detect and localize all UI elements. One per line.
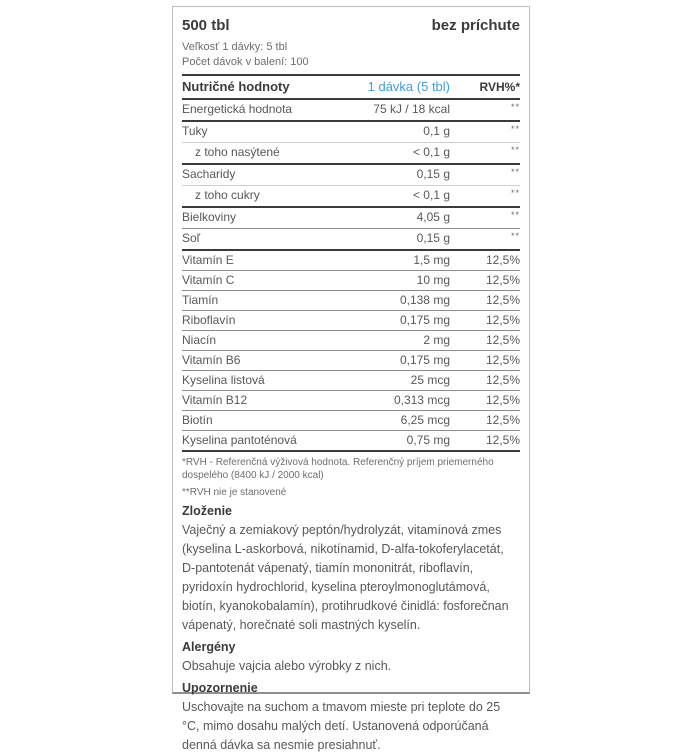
nutrient-value: 25 mcg — [410, 373, 450, 387]
nutrient-value: 0,1 g — [423, 124, 450, 138]
nutrient-rvh: 12,5% — [485, 433, 520, 447]
nutrition-label-panel — [172, 6, 530, 752]
product-size: 500 tbl — [182, 17, 230, 34]
nutrient-value: 75 kJ / 18 kcal — [373, 102, 450, 116]
nutrient-name: Niacín — [182, 333, 217, 347]
nutrient-rvh: 12,5% — [485, 253, 520, 267]
nutrient-name: Sacharidy — [182, 167, 236, 181]
nutrient-name: Vitamín E — [182, 253, 234, 267]
nutrient-rvh: 12,5% — [485, 373, 520, 387]
nutrient-rvh: ** — [510, 188, 520, 198]
product-header — [182, 16, 520, 35]
nutrient-rvh: 12,5% — [485, 293, 520, 307]
table-row — [182, 331, 520, 351]
nutrient-value: 4,05 g — [416, 210, 450, 224]
nutrient-value: 0,313 mcg — [393, 393, 450, 407]
nutrient-value: 0,75 mg — [406, 433, 450, 447]
nutrient-name: Riboflavín — [182, 313, 236, 327]
table-row — [182, 208, 520, 229]
section-body: Vaječný a zemiakový peptón/hydrolyzát, vitamínová zmes (kyselina L-askorbová, nikotínamid, D-alfa-tokoferylacetát, D-pantotenát vápenatý, tiamín mononitrát, riboflavín, pyridoxín hydrochlorid, kyselina pteroylmonoglutámová, biotín, kyanokobalamín), protihrudkové činidlá: fosforečnan vápenatý, horečnaté soli mastných kyselín. — [182, 523, 509, 632]
nutrient-value: 0,15 g — [416, 167, 450, 181]
section-body: Obsahuje vajcia alebo výrobky z nich. — [182, 659, 392, 673]
nutrient-value: 0,15 g — [416, 231, 450, 245]
info-section — [182, 501, 520, 635]
section-title: Alergény — [182, 640, 236, 654]
table-row — [182, 143, 520, 165]
table-row — [182, 371, 520, 391]
nutrient-value: 0,138 mg — [399, 293, 450, 307]
nutrient-value: 10 mg — [416, 273, 450, 287]
table-row — [182, 100, 520, 122]
info-section — [182, 678, 520, 755]
serving-size: Veľkosť 1 dávky: 5 tbl — [182, 41, 288, 53]
nutrient-rvh: ** — [510, 210, 520, 220]
section-body: Uschovajte na suchom a tmavom mieste pri teplote do 25 °C, mimo dosahu malých detí. Ustanovená odporúčaná denná dávka sa nesmie presiahnuť. — [182, 700, 501, 752]
nutrient-name: z toho nasýtené — [195, 145, 280, 159]
table-row — [182, 251, 520, 271]
table-row — [182, 311, 520, 331]
table-row — [182, 229, 520, 251]
nutrient-value: < 0,1 g — [412, 188, 450, 202]
section-title: Zloženie — [182, 504, 233, 518]
nutrient-rvh: 12,5% — [485, 333, 520, 347]
nutrient-name: Vitamín C — [182, 273, 235, 287]
section-title: Upozornenie — [182, 681, 258, 695]
nutrient-rvh: ** — [510, 231, 520, 241]
nutrient-name: Kyselina pantoténová — [182, 433, 297, 447]
nutrient-name: Tiamín — [182, 293, 219, 307]
info-sections — [182, 501, 520, 755]
footnotes — [182, 456, 520, 499]
nutrient-rvh: 12,5% — [485, 273, 520, 287]
nutrition-table-body — [182, 100, 520, 452]
nutrient-value: 6,25 mcg — [400, 413, 450, 427]
servings-per-pack: Počet dávok v balení: 100 — [182, 56, 309, 68]
nutrient-rvh: ** — [510, 167, 520, 177]
table-row — [182, 391, 520, 411]
nutrient-rvh: ** — [510, 145, 520, 155]
nutrient-name: Biotín — [182, 413, 213, 427]
nutrient-value: 0,175 mg — [399, 313, 450, 327]
nutrient-value: < 0,1 g — [412, 145, 450, 159]
nutrient-name: Soľ — [182, 231, 201, 245]
nutrient-rvh: ** — [510, 102, 520, 112]
table-row — [182, 351, 520, 371]
nutrient-name: Energetická hodnota — [182, 102, 293, 116]
nutrient-name: Kyselina listová — [182, 373, 265, 387]
column-header-serving: 1 dávka (5 tbl) — [367, 79, 450, 94]
table-row — [182, 291, 520, 311]
table-row — [182, 431, 520, 452]
info-section — [182, 637, 520, 676]
nutrition-table-header — [182, 74, 520, 100]
nutrient-rvh: 12,5% — [485, 353, 520, 367]
table-row — [182, 122, 520, 143]
nutrient-value: 1,5 mg — [413, 253, 450, 267]
product-flavor: bez príchute — [431, 17, 520, 34]
nutrient-name: Tuky — [182, 124, 208, 138]
nutrient-rvh: 12,5% — [485, 313, 520, 327]
table-row — [182, 411, 520, 431]
footnote-rvh-not-established: **RVH nie je stanovené — [182, 487, 287, 498]
nutrient-rvh: 12,5% — [485, 393, 520, 407]
nutrient-rvh: 12,5% — [485, 413, 520, 427]
nutrient-name: Bielkoviny — [182, 210, 237, 224]
nutrient-name: z toho cukry — [195, 188, 260, 202]
nutrient-value: 2 mg — [423, 333, 450, 347]
nutrient-name: Vitamín B6 — [182, 353, 241, 367]
table-row — [182, 165, 520, 186]
footnote-rvh-definition: *RVH - Referenčná výživová hodnota. Referenčný príjem priemerného dospelého (8400 kJ / 2000 kcal) — [182, 457, 494, 481]
nutrient-value: 0,175 mg — [399, 353, 450, 367]
nutrient-name: Vitamín B12 — [182, 393, 248, 407]
nutrient-rvh: ** — [510, 124, 520, 134]
column-header-nutrients: Nutričné hodnoty — [182, 79, 290, 94]
table-row — [182, 271, 520, 291]
table-row — [182, 186, 520, 208]
column-header-rvh: RVH%* — [479, 80, 520, 94]
